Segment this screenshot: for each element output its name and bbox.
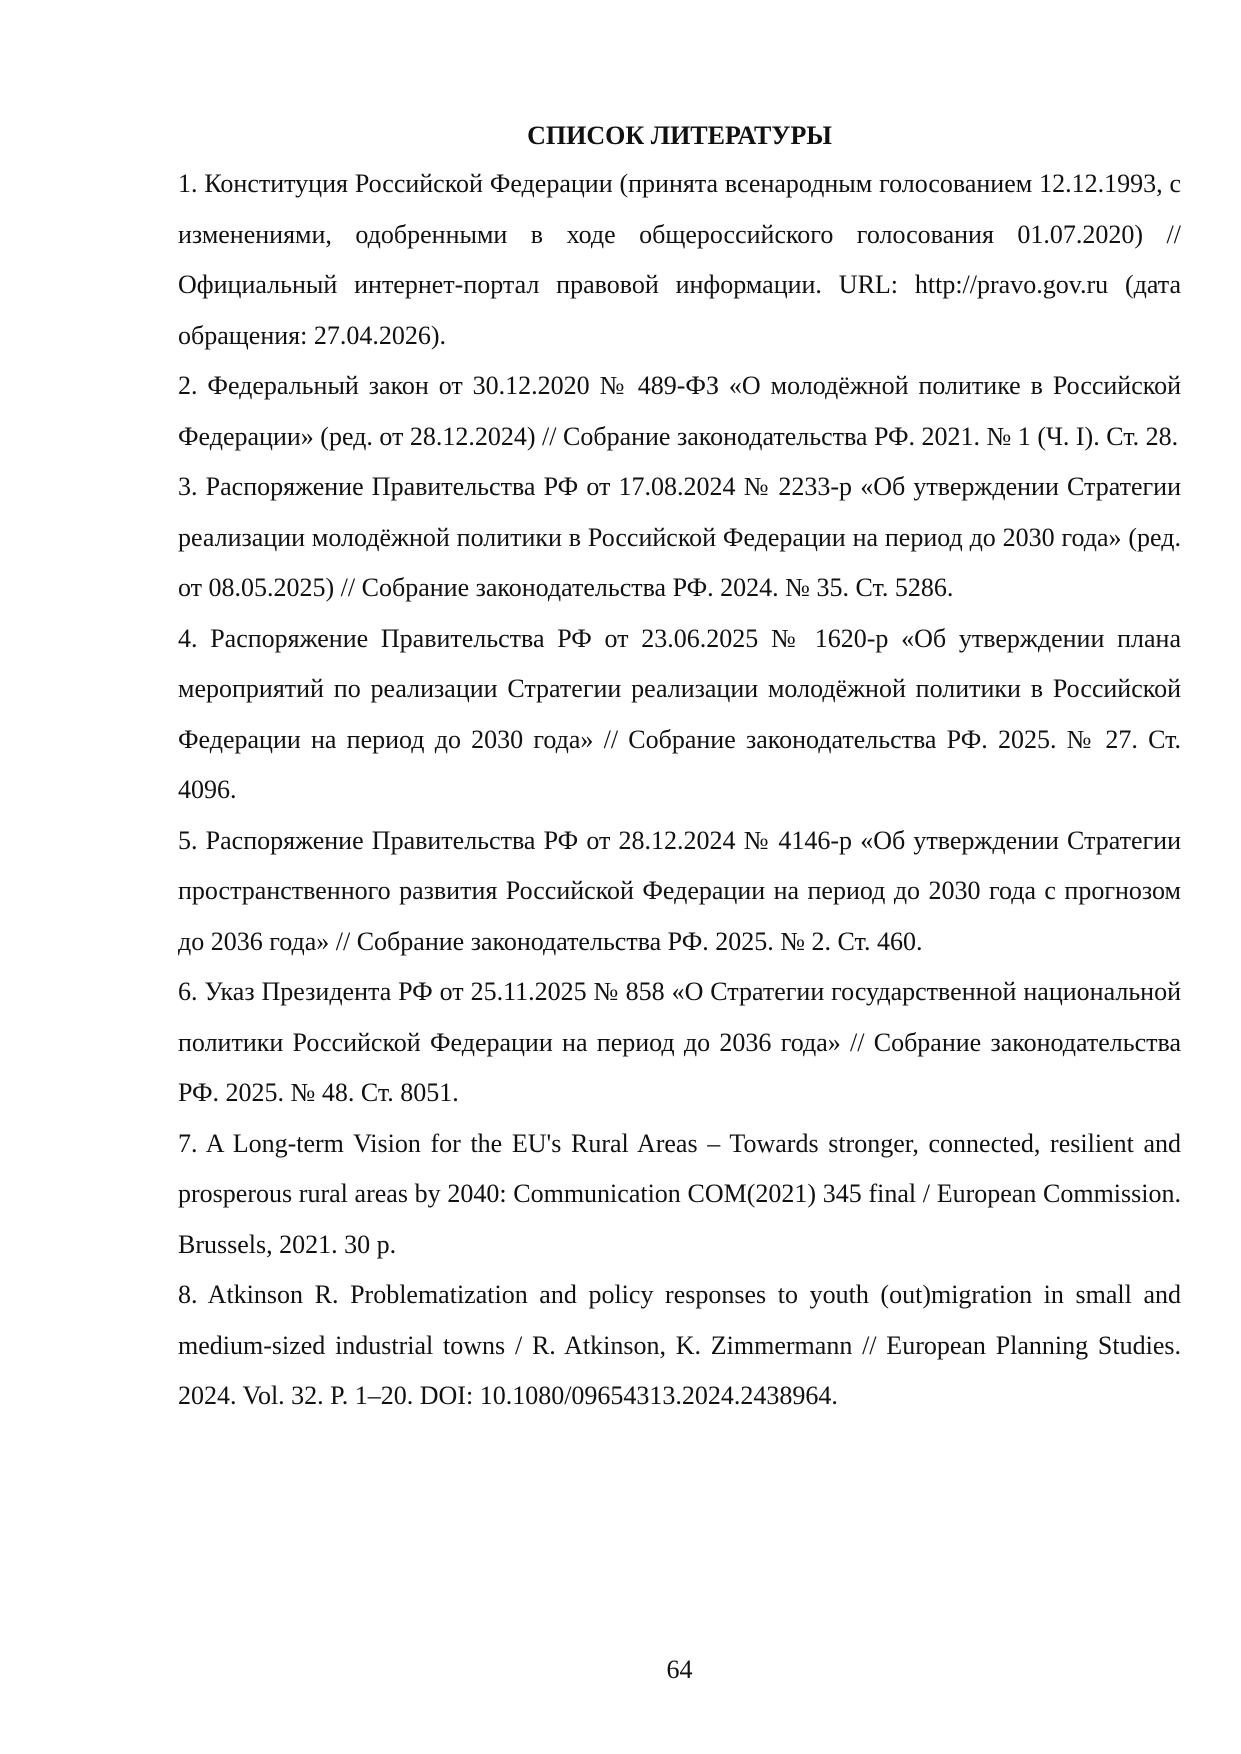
reference-item: 6. Указ Президента РФ от 25.11.2025 № 858 «О Стратегии государственной национальной политики Российской Федерации на период до 2036 года» // Собрание законодательства РФ. 2025. № 48. Ст. 8051.: [178, 977, 1181, 1107]
reference-item: 8. Atkinson R. Problematization and policy responses to youth (out)migration in small and medium-sized industrial towns / R. Atkinson, K. Zimmermann // European Planning Studies. 2024. Vol. 32. P. 1–20. DOI: 10.1080/09654313.2024.2438964.: [178, 1280, 1181, 1410]
page-number: 64: [666, 1655, 693, 1684]
reference-list: [178, 159, 1181, 1422]
reference-item: 5. Распоряжение Правительства РФ от 28.12.2024 № 4146-р «Об утверждении Стратегии пространственного развития Российской Федерации на период до 2030 года с прогнозом до 2036 года» // Собрание законодательства РФ. 2025. № 2. Ст. 460.: [178, 825, 1181, 956]
reference-item: 2. Федеральный закон от 30.12.2020 № 489-ФЗ «О молодёжной политике в Российской Федерации» (ред. от 28.12.2024) // Собрание законодательства РФ. 2021. № 1 (Ч. I). Ст. 28.: [178, 371, 1181, 451]
reference-item: 4. Распоряжение Правительства РФ от 23.06.2025 № 1620-р «Об утверждении плана мероприятий по реализации Стратегии реализации молодёжной политики в Российской Федерации на период до 2030 года» // Собрание законодательства РФ. 2025. № 27. Ст. 4096.: [178, 623, 1181, 804]
reference-item: 3. Распоряжение Правительства РФ от 17.08.2024 № 2233-р «Об утверждении Стратегии реализации молодёжной политики в Российской Федерации на период до 2030 года» (ред. от 08.05.2025) // Собрание законодательства РФ. 2024. № 35. Ст. 5286.: [178, 472, 1181, 602]
reference-item: 7. A Long-term Vision for the EU's Rural Areas – Towards stronger, connected, resilient and prosperous rural areas by 2040: Communication COM(2021) 345 final / European Commission. Brussels, 2021. 30 p.: [178, 1128, 1181, 1259]
page-title: СПИСОК ЛИТЕРАТУРЫ: [527, 121, 832, 150]
reference-item: 1. Конституция Российской Федерации (принята всенародным голосованием 12.12.1993, с изменениями, одобренными в ходе общероссийского голосования 01.07.2020) // Официальный интернет-портал правовой информации. URL: http://pravo.gov.ru (дата обращения: 27.04.2026).: [178, 169, 1181, 350]
